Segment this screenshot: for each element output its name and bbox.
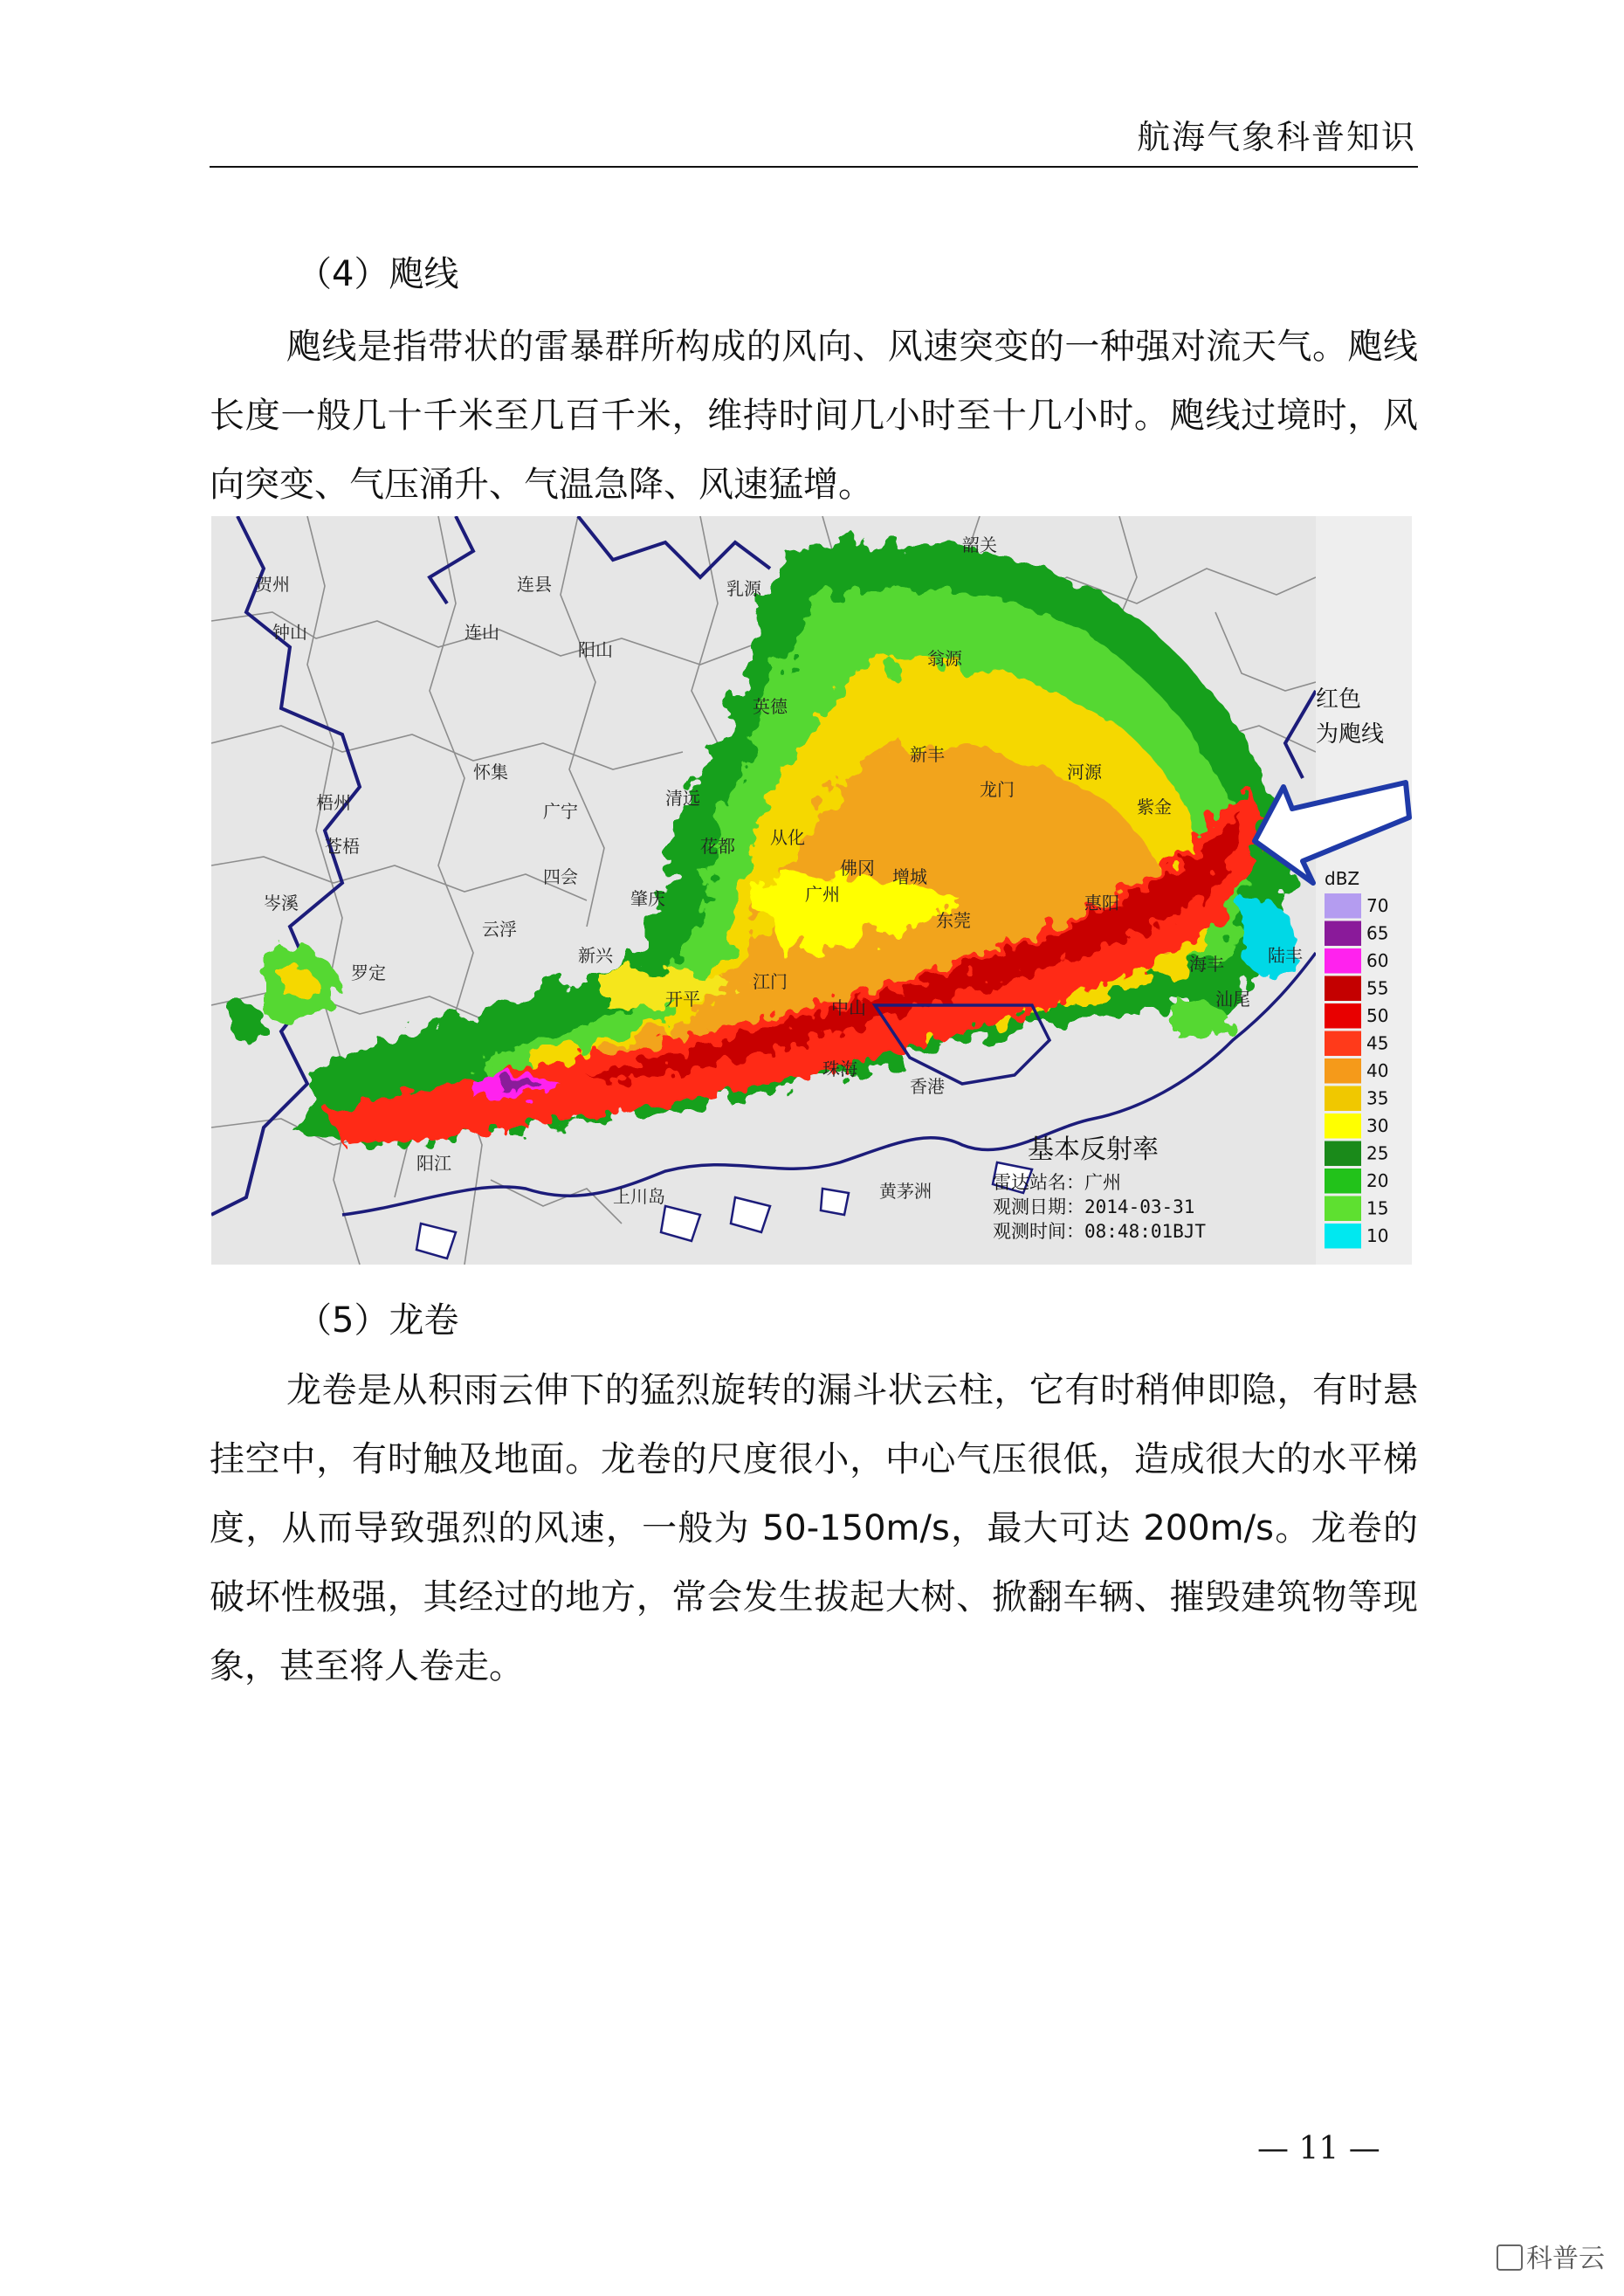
section-heading-tornado: （5）龙卷 (297, 1300, 459, 1341)
place-label: 花都 (700, 836, 735, 857)
place-label: 阳江 (416, 1153, 451, 1174)
place-label: 从化 (770, 827, 805, 848)
place-label: 香港 (910, 1076, 945, 1097)
legend-label: 35 (1366, 1087, 1389, 1109)
place-label: 乳源 (726, 578, 761, 599)
place-label: 广宁 (543, 801, 578, 822)
legend-swatch (1325, 976, 1361, 1002)
info-line: 观测时间：08:48:01BJT (993, 1221, 1207, 1242)
legend-swatch (1325, 893, 1361, 919)
place-label: 英德 (753, 696, 788, 717)
paragraph-text: 飑线是指带状的雷暴群所构成的风向、风速突变的一种强对流天气。飑线长度一般几十千米至几百千米，维持时间几小时至十几小时。飑线过境时，风向突变、气压涌升、气温急降、风速猛增。 (210, 327, 1418, 505)
legend-swatch (1325, 948, 1361, 974)
info-line: 雷达站名：广州 (993, 1172, 1121, 1193)
legend-swatch (1325, 1031, 1361, 1057)
legend-label: 20 (1366, 1170, 1389, 1191)
place-label: 珠海 (822, 1058, 857, 1079)
legend-swatch (1325, 1224, 1361, 1249)
legend-swatch (1325, 1141, 1361, 1167)
legend-label: 55 (1366, 977, 1389, 999)
legend-label: 50 (1366, 1005, 1389, 1026)
place-label: 翁源 (927, 648, 962, 669)
legend-swatch (1325, 1003, 1361, 1029)
place-label: 四会 (543, 866, 578, 887)
place-label: 增城 (892, 866, 927, 887)
header-title: 航海气象科普知识 (1136, 118, 1416, 156)
legend-unit: dBZ (1325, 868, 1360, 889)
place-label: 广州 (805, 884, 840, 905)
place-label: 佛冈 (840, 858, 875, 879)
paragraph-tornado (210, 1356, 1418, 1701)
place-label: 韶关 (962, 534, 997, 555)
place-label: 新丰 (910, 744, 945, 765)
legend-swatch (1325, 1196, 1361, 1222)
place-label: 阳山 (578, 639, 613, 660)
place-label: 河源 (1067, 762, 1102, 783)
place-label: 汕尾 (1215, 989, 1250, 1010)
place-label: 黄茅洲 (879, 1181, 932, 1202)
legend-label: 70 (1366, 895, 1389, 916)
annotation-line: 红色 (1316, 686, 1362, 713)
page-number: — 11 — (1257, 2131, 1380, 2167)
place-label: 连县 (517, 574, 552, 595)
place-label: 陆丰 (1268, 945, 1303, 966)
info-line: 观测日期：2014-03-31 (993, 1196, 1195, 1217)
place-label: 清远 (665, 788, 700, 809)
place-label: 贺州 (255, 574, 290, 595)
running-header (210, 105, 1418, 168)
section-heading-squall-line: （4）飑线 (297, 254, 459, 294)
watermark-text: 科普云 (1526, 2244, 1605, 2274)
place-label: 海丰 (1189, 954, 1224, 975)
place-label: 怀集 (473, 762, 508, 783)
place-label: 东莞 (936, 910, 971, 931)
place-label: 惠阳 (1084, 893, 1119, 914)
legend-label: 10 (1366, 1225, 1389, 1246)
legend-label: 25 (1366, 1142, 1389, 1164)
legend-label: 65 (1366, 922, 1389, 944)
legend-swatch (1325, 1086, 1361, 1112)
place-label: 连山 (464, 622, 499, 643)
place-label: 梧州 (316, 792, 351, 813)
paragraph-squall-line (210, 313, 1418, 520)
legend-label: 45 (1366, 1032, 1389, 1054)
watermark (1497, 2237, 1605, 2275)
paragraph-text: 龙卷是从积雨云伸下的猛烈旋转的漏斗状云柱，它有时稍伸即隐，有时悬挂空中，有时触及地面。龙卷的尺度很小，中心气压很低，造成很大的水平梯度，从而导致强烈的风速，一般为 50-150m/s，最大可达 200m/s。龙卷的破坏性极强，其经过的地方，常会发生拔起大树、掀翻车辆、摧毁建筑物等现象，甚至将人卷走。 (210, 1370, 1418, 1686)
legend-swatch (1325, 1114, 1361, 1139)
place-label: 龙门 (980, 779, 1015, 800)
legend-label: 15 (1366, 1197, 1389, 1219)
legend-swatch (1325, 1169, 1361, 1194)
annotation-line: 为飑线 (1316, 721, 1385, 748)
legend-label: 60 (1366, 950, 1389, 971)
legend-swatch (1325, 921, 1361, 947)
legend-swatch (1325, 1058, 1361, 1084)
place-label: 新兴 (578, 945, 613, 966)
place-label: 罗定 (351, 962, 386, 983)
place-label: 上川岛 (613, 1186, 665, 1207)
place-label: 钟山 (272, 622, 307, 643)
place-label: 云浮 (482, 919, 517, 940)
radar-reflectivity-figure (211, 516, 1412, 1265)
legend-label: 30 (1366, 1115, 1389, 1136)
place-label: 肇庆 (630, 888, 665, 909)
place-label: 苍梧 (325, 836, 360, 857)
place-label: 开平 (665, 989, 700, 1010)
place-label: 江门 (753, 971, 788, 992)
info-title: 基本反射率 (1028, 1134, 1159, 1165)
place-label: 岑溪 (264, 893, 299, 914)
watermark-logo-icon (1497, 2244, 1523, 2271)
place-label: 紫金 (1137, 796, 1172, 817)
place-label: 中山 (831, 997, 866, 1018)
legend-label: 40 (1366, 1060, 1389, 1081)
